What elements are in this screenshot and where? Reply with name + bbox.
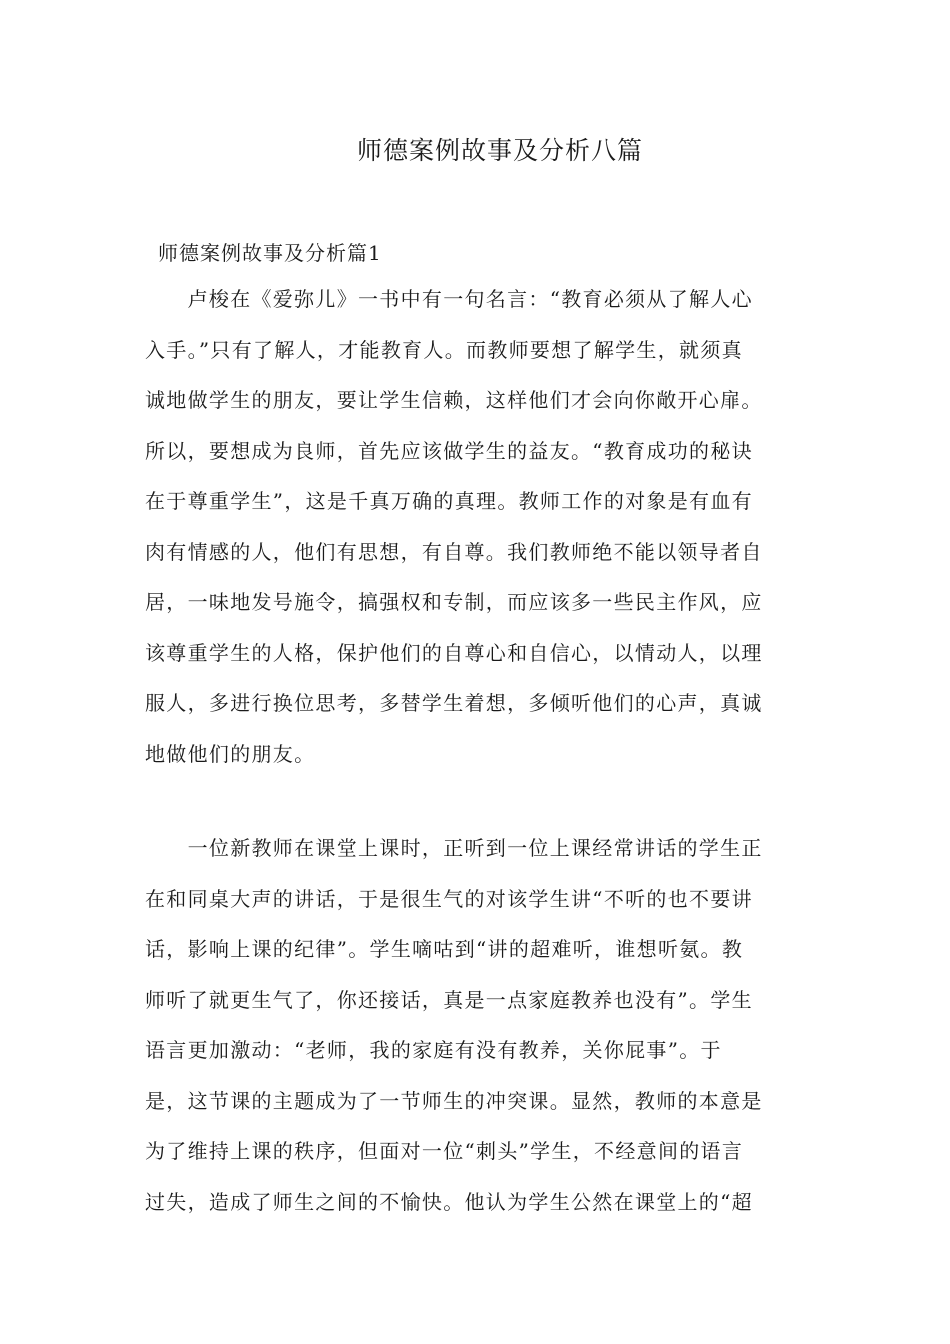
text-line: 过失，造成了师生之间的不愉快。他认为学生公然在课堂上的“超 [145, 1189, 753, 1214]
text-line: 语言更加激动：“老师，我的家庭有没有教养，关你屁事”。于 [145, 1038, 722, 1062]
text-line: 居，一味地发号施令，搞强权和专制，而应该多一些民主作风，应 [145, 590, 763, 614]
paragraph-2 [145, 823, 810, 1227]
document-title: 师德案例故事及分析八篇 [356, 136, 643, 165]
text-line: 在和同桌大声的讲话，于是很生气的对该学生讲“不听的也不要讲 [145, 886, 753, 911]
text-line: 该尊重学生的人格，保护他们的自尊心和自信心，以情动人，以理 [145, 640, 763, 665]
paragraph-1 [145, 274, 810, 779]
text-line: 所以，要想成为良师，首先应该做学生的益友。“教育成功的秘诀 [145, 438, 753, 463]
text-line: 地做他们的朋友。 [145, 741, 316, 766]
text-line: 话，影响上课的纪律”。学生嘀咕到“讲的超难听，谁想听氨。教 [145, 937, 744, 961]
text-line: 一位新教师在课堂上课时，正听到一位上课经常讲话的学生正 [145, 836, 763, 860]
text-line: 肉有情感的人，他们有思想，有自尊。我们教师绝不能以领导者自 [145, 539, 763, 564]
text-line: 为了维持上课的秩序，但面对一位“刺头”学生，不经意间的语言 [145, 1139, 744, 1163]
text-line: 服人，多进行换位思考，多替学生着想，多倾听他们的心声，真诚 [145, 691, 763, 715]
text-line: 在于尊重学生”，这是千真万确的真理。教师工作的对象是有血有 [145, 489, 753, 513]
text-line: 师听了就更生气了，你还接话，真是一点家庭教养也没有”。学生 [145, 987, 753, 1012]
text-line: 诚地做学生的朋友，要让学生信赖，这样他们才会向你敞开心扉。 [145, 388, 763, 412]
section-heading: 师德案例故事及分析篇1 [158, 241, 382, 265]
text-line: 卢梭在《爱弥儿》一书中有一句名言：“教育必须从了解人心 [145, 287, 753, 311]
text-line: 入手。”只有了解人，才能教育人。而教师要想了解学生，就须真 [145, 337, 743, 362]
text-line: 是，这节课的主题成为了一节师生的冲突课。显然，教师的本意是 [145, 1088, 763, 1113]
